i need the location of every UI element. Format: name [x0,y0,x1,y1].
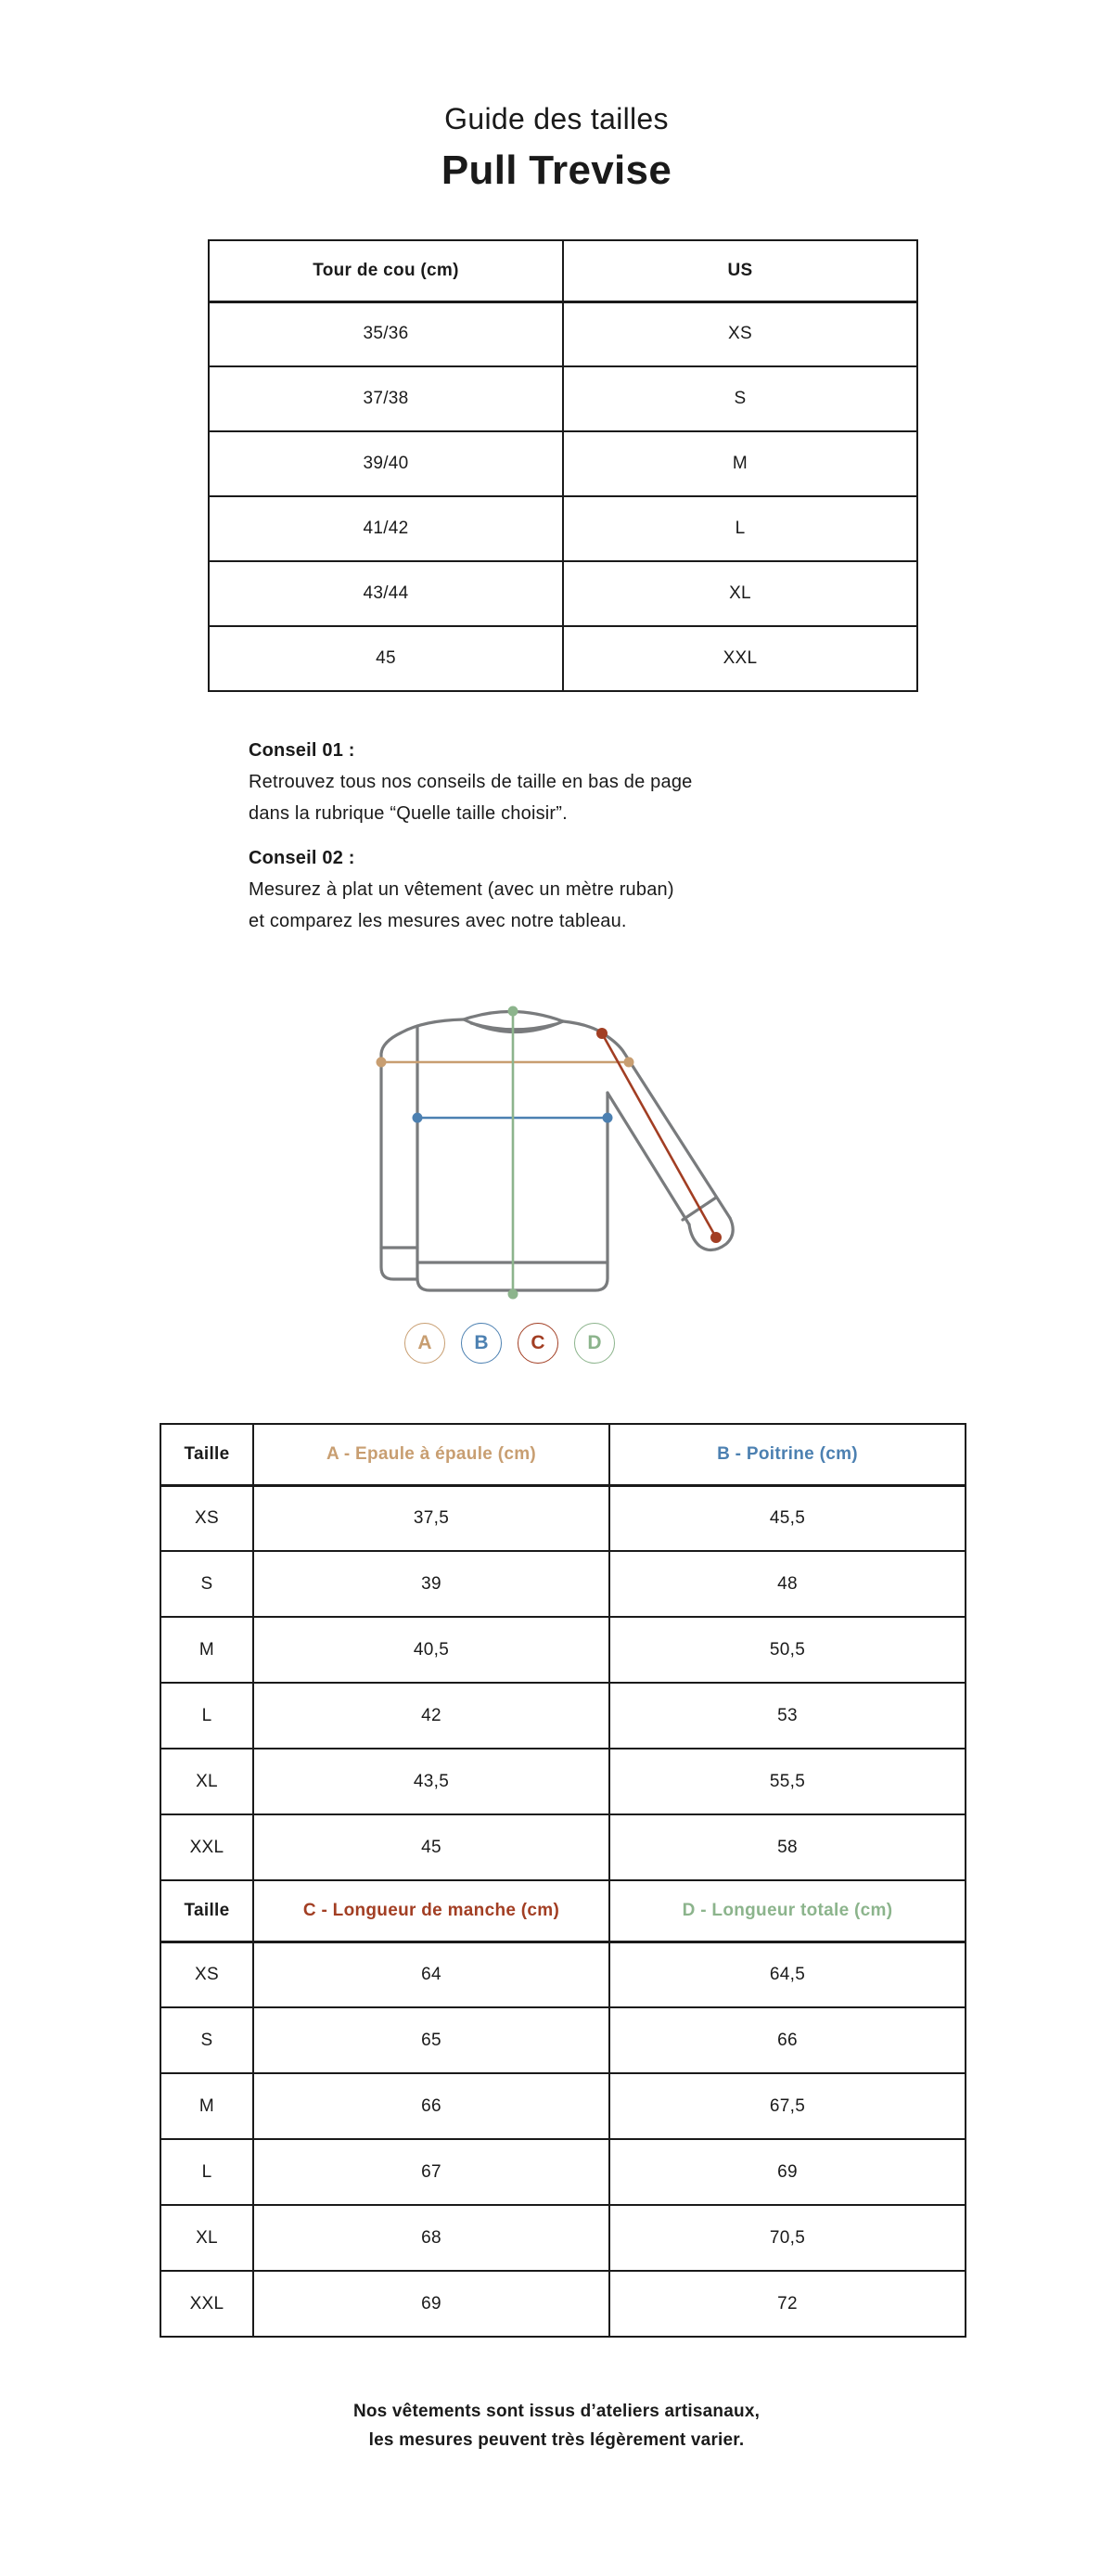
chest-cell: 53 [609,1683,966,1749]
measure-line-c [596,1028,722,1243]
length-cell: 66 [609,2007,966,2073]
us-cell: XXL [563,626,917,691]
table-header-row [160,1880,966,1942]
us-cell: M [563,431,917,496]
table-header-row [160,1424,966,1485]
neck-cell: 35/36 [209,301,563,366]
table-row [160,1551,966,1617]
legend-circle-b: B [461,1323,502,1364]
size-cell: S [160,1551,253,1617]
us-cell: XL [563,561,917,626]
size-cell: M [160,1617,253,1683]
tip-1-label: Conseil 01 : [249,740,355,761]
length-cell: 67,5 [609,2073,966,2139]
tip-1 [249,735,1113,829]
neck-cell: 45 [209,626,563,691]
measure-line-a [377,1057,634,1068]
size-cell: XXL [160,2271,253,2337]
table-row [209,496,917,561]
tip-2-label: Conseil 02 : [249,848,355,868]
size-cell: S [160,2007,253,2073]
sleeve-cell: 67 [253,2139,609,2205]
neck-cell: 37/38 [209,366,563,431]
us-cell: S [563,366,917,431]
chest-cell: 45,5 [609,1485,966,1551]
length-header: D - Longueur totale (cm) [609,1880,966,1942]
footer-note [0,2397,1113,2454]
table-row [160,1814,966,1880]
sleeve-cell: 64 [253,1942,609,2007]
size-tips [249,735,1113,937]
tip-2-text-line: Mesurez à plat un vêtement (avec un mètre ruban) [249,879,674,900]
size-header: Taille [160,1424,253,1485]
table-row [209,561,917,626]
footer-note-line: les mesures peuvent très légèrement varier. [368,2430,745,2450]
size-cell: XL [160,2205,253,2271]
sweater-diagram [376,994,737,1310]
neck-size-table [208,239,918,692]
table-row [160,2271,966,2337]
length-cell: 69 [609,2139,966,2205]
table-row [160,2139,966,2205]
measure-legend [404,1323,1113,1364]
table-row [160,1683,966,1749]
us-header: US [563,240,917,301]
chest-cell: 50,5 [609,1617,966,1683]
sleeve-header: C - Longueur de manche (cm) [253,1880,609,1942]
size-cell: L [160,2139,253,2205]
table-row [209,626,917,691]
size-cell: XL [160,1749,253,1814]
size-cell: L [160,1683,253,1749]
shoulder-header: A - Epaule à épaule (cm) [253,1424,609,1485]
table-row [160,2073,966,2139]
tip-2 [249,842,1113,937]
product-title: Pull Trevise [441,147,672,193]
shoulder-cell: 40,5 [253,1617,609,1683]
sleeve-cell: 66 [253,2073,609,2139]
measurement-table [160,1423,966,2338]
sleeve-cell: 68 [253,2205,609,2271]
guide-subtitle: Guide des tailles [444,102,669,135]
table-row [160,1749,966,1814]
shoulder-cell: 42 [253,1683,609,1749]
neck-header: Tour de cou (cm) [209,240,563,301]
footer-note-line: Nos vêtements sont issus d’ateliers artisanaux, [352,2402,761,2421]
table-row [209,366,917,431]
size-cell: XS [160,1942,253,2007]
size-cell: XXL [160,1814,253,1880]
tip-2-text-line: et comparez les mesures avec notre tableau. [249,911,627,931]
chest-cell: 55,5 [609,1749,966,1814]
table-row [160,1617,966,1683]
us-cell: XS [563,301,917,366]
us-cell: L [563,496,917,561]
length-cell: 72 [609,2271,966,2337]
shoulder-cell: 43,5 [253,1749,609,1814]
legend-circle-a: A [404,1323,445,1364]
table-row [209,431,917,496]
shoulder-cell: 37,5 [253,1485,609,1551]
size-cell: M [160,2073,253,2139]
neck-cell: 39/40 [209,431,563,496]
neck-cell: 43/44 [209,561,563,626]
table-row [209,301,917,366]
shoulder-cell: 45 [253,1814,609,1880]
tip-1-text-line: Retrouvez tous nos conseils de taille en bas de page [249,772,693,792]
size-header: Taille [160,1880,253,1942]
chest-cell: 58 [609,1814,966,1880]
length-cell: 70,5 [609,2205,966,2271]
shoulder-cell: 39 [253,1551,609,1617]
sweater-outline [381,1011,733,1290]
table-row [160,2007,966,2073]
measure-line-d [508,1006,518,1300]
tip-1-text-line: dans la rubrique “Quelle taille choisir”. [249,803,568,824]
table-row [160,2205,966,2271]
length-cell: 64,5 [609,1942,966,2007]
sleeve-cell: 65 [253,2007,609,2073]
table-row [160,1942,966,2007]
table-row [160,1485,966,1551]
measurement-lines [377,1006,723,1300]
table-header-row [209,240,917,301]
legend-circle-d: D [574,1323,615,1364]
chest-header: B - Poitrine (cm) [609,1424,966,1485]
legend-circle-c: C [518,1323,558,1364]
sleeve-cell: 69 [253,2271,609,2337]
chest-cell: 48 [609,1551,966,1617]
neck-cell: 41/42 [209,496,563,561]
size-cell: XS [160,1485,253,1551]
